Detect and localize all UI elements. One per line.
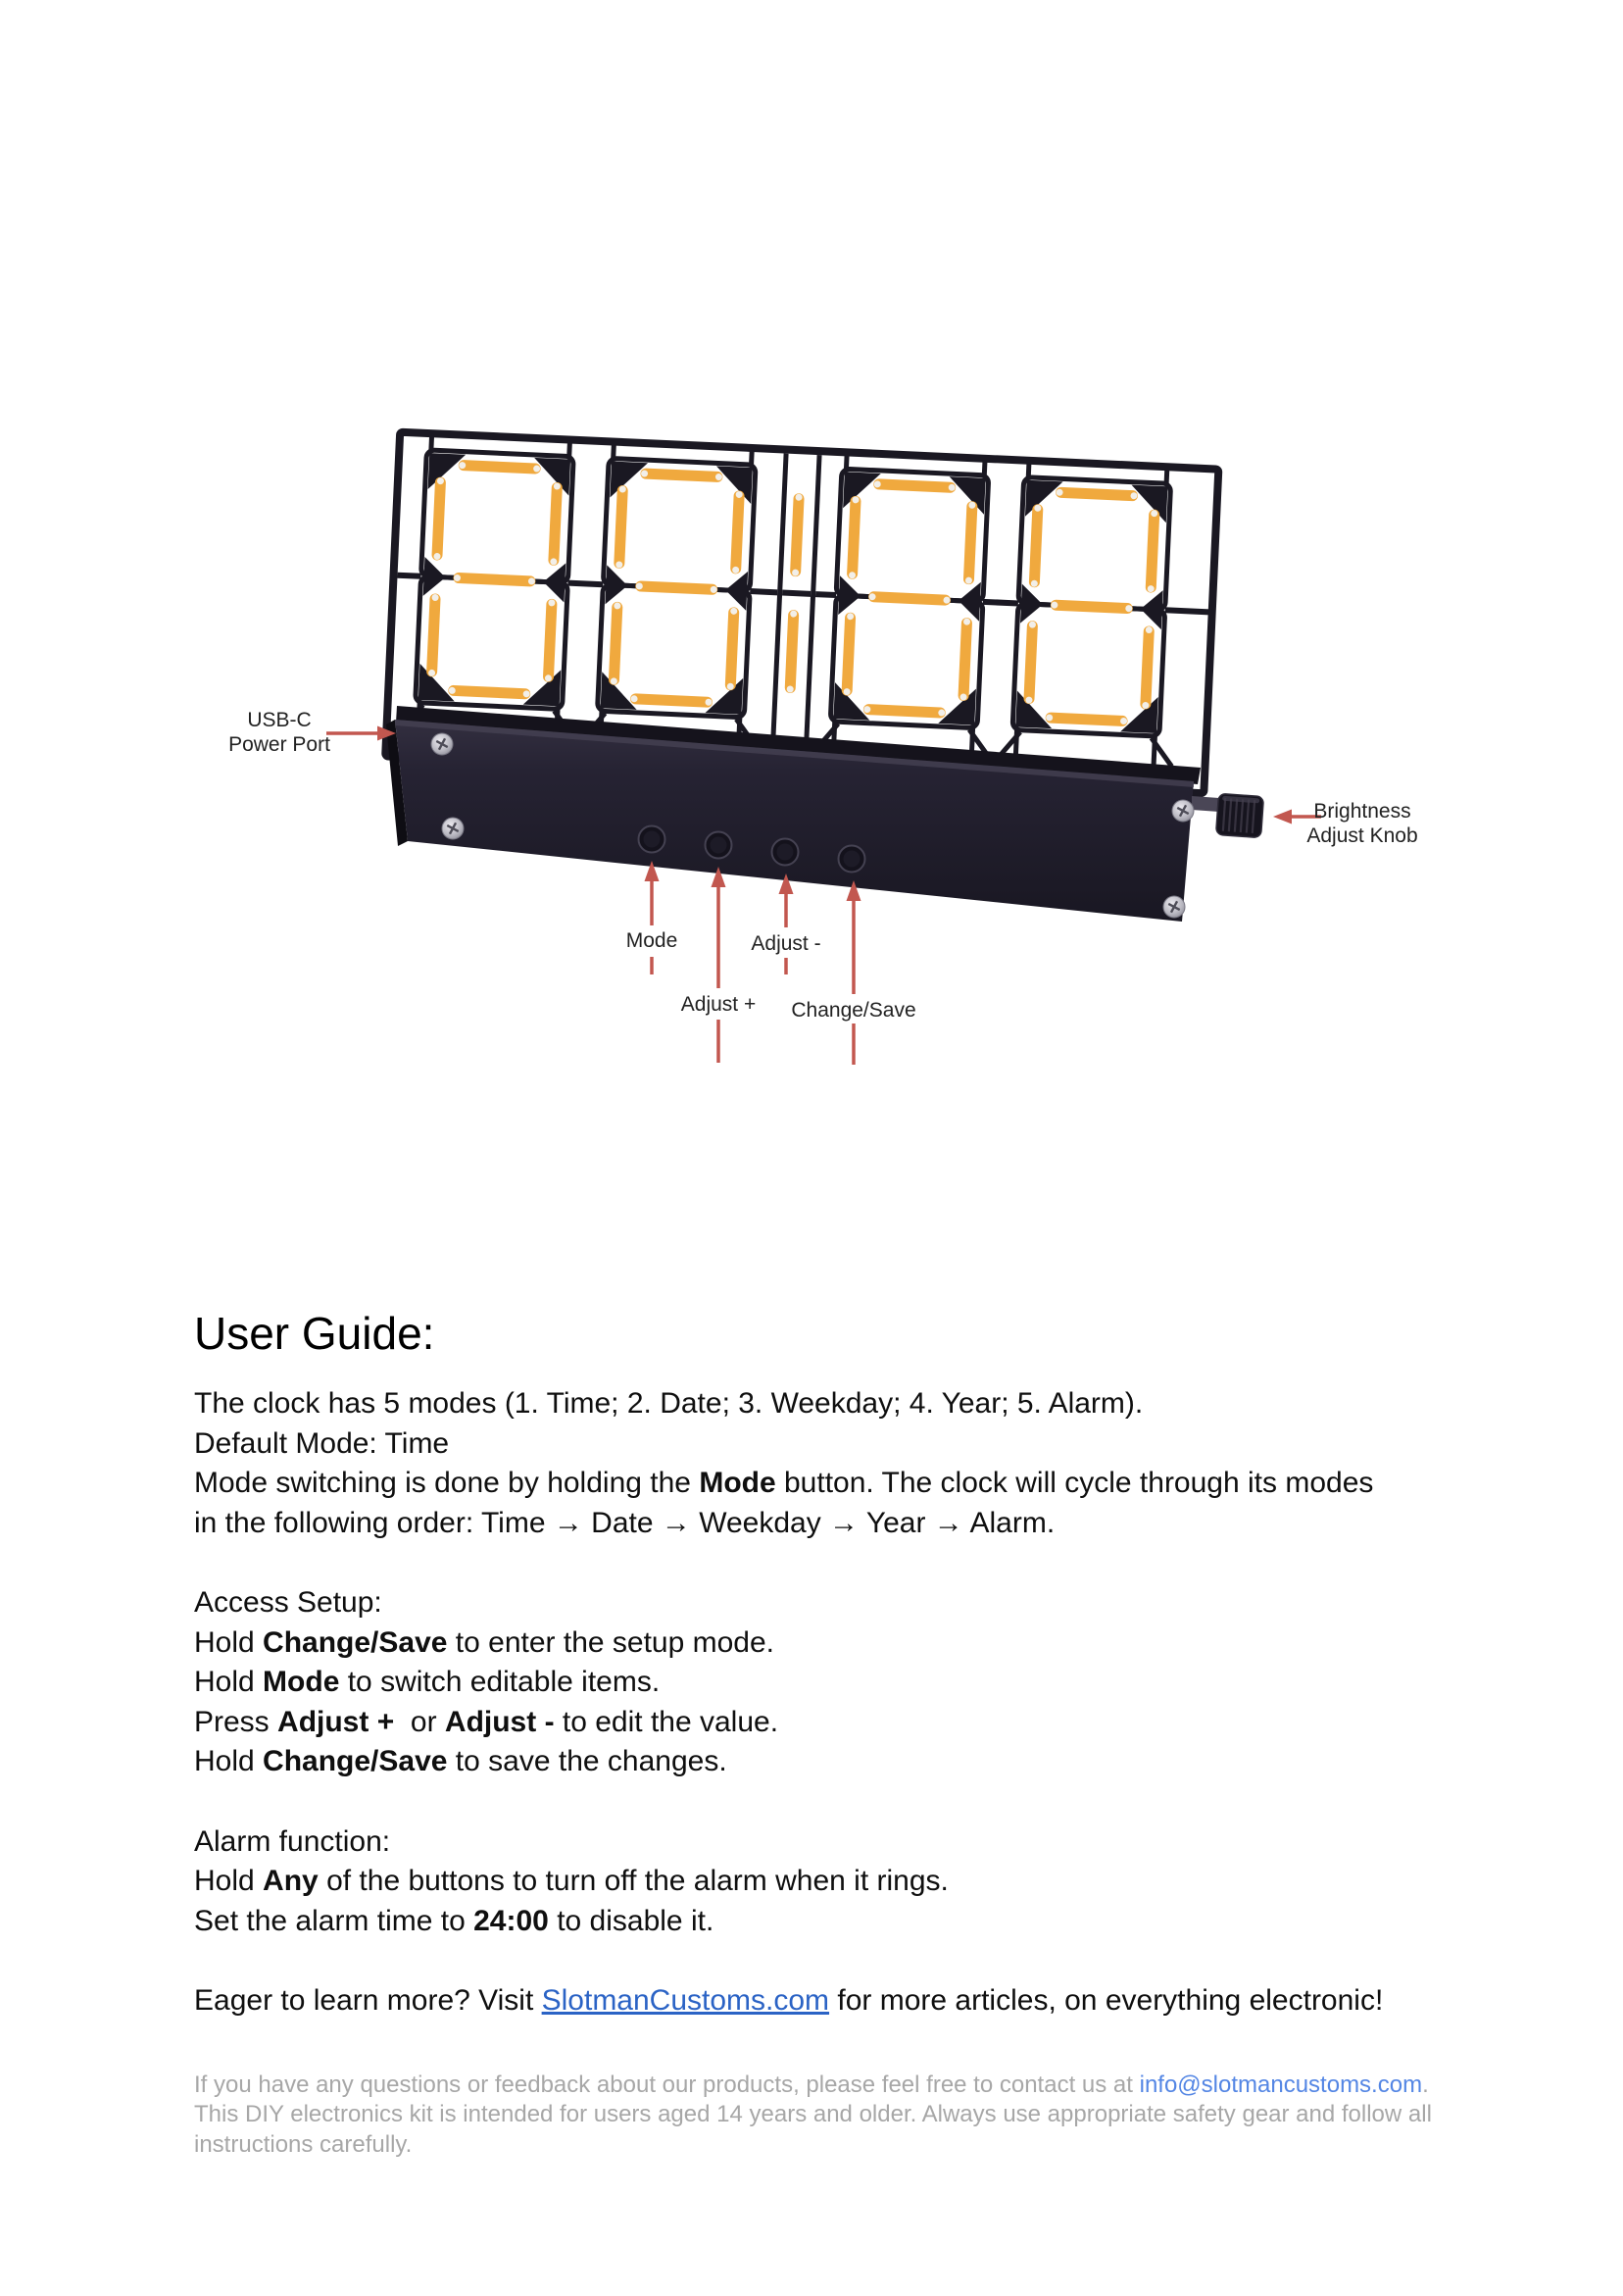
mode-arrow-icon: [645, 861, 660, 974]
slotmancustoms-link[interactable]: SlotmanCustoms.com: [541, 1984, 830, 2017]
adjust-minus-arrow-icon: [779, 873, 794, 974]
screw: [431, 733, 453, 755]
alarm-function-paragraph: Alarm function: Hold Any of the buttons to turn off the alarm when it rings. Set the alarm time to 24:00 to disable it.: [194, 1824, 949, 1937]
adjust-plus-arrow-icon: [712, 867, 726, 1063]
brightness-label-line2: Adjust Knob: [1306, 824, 1418, 847]
learn-more-paragraph: Eager to learn more? Visit SlotmanCustoms.com for more articles, on everything electronic!: [194, 1984, 1384, 2017]
adjust-minus-button-label: Adjust -: [751, 932, 821, 955]
screw: [1172, 800, 1194, 822]
usb-label-line2: Power Port: [228, 733, 330, 756]
colon-column: [769, 453, 822, 771]
usb-port-label: [181, 708, 377, 757]
screw: [1163, 896, 1185, 918]
brightness-knob: [1192, 793, 1263, 837]
brightness-label-line1: Brightness: [1313, 800, 1411, 823]
email-link[interactable]: info@slotmancustoms.com: [1139, 2071, 1423, 2098]
footer-note: If you have any questions or feedback about our products, please feel free to contact us at info@slotmancustoms.com. This DIY electronics kit is intended for users aged 14 years and older. Always use appropriate safety gear and follow all instructions carefully.: [194, 2071, 1432, 2158]
mode-button-label: Mode: [625, 929, 678, 952]
brightness-knob-label: [1264, 799, 1460, 848]
change-save-button-label: Change/Save: [791, 999, 916, 1022]
product-photo: [0, 0, 1623, 1137]
user-guide-section: [194, 1306, 1468, 2160]
digit-4: [1012, 477, 1171, 737]
access-setup-paragraph: Access Setup: Hold Change/Save to enter the setup mode. Hold Mode to switch editable items. Press Adjust + or Adjust - to edit the value. Hold Change/Save to save the changes.: [194, 1586, 779, 1777]
change-save-arrow-icon: [847, 880, 861, 1065]
screw: [442, 818, 464, 839]
usb-label-line1: USB-C: [247, 709, 312, 731]
digit-2: [597, 458, 756, 718]
page-title: User Guide:: [194, 1308, 435, 1359]
digit-3: [830, 469, 989, 728]
adjust-plus-button-label: Adjust +: [680, 993, 757, 1016]
digit-1: [416, 450, 574, 710]
modes-paragraph: The clock has 5 modes (1. Time; 2. Date; 3. Weekday; 4. Year; 5. Alarm). Default Mode: Time Mode switching is done by holding the Mode button. The clock will cycle through its modes in the following order: Time → Date → Weekday → Year → Alarm.: [194, 1387, 1374, 1539]
